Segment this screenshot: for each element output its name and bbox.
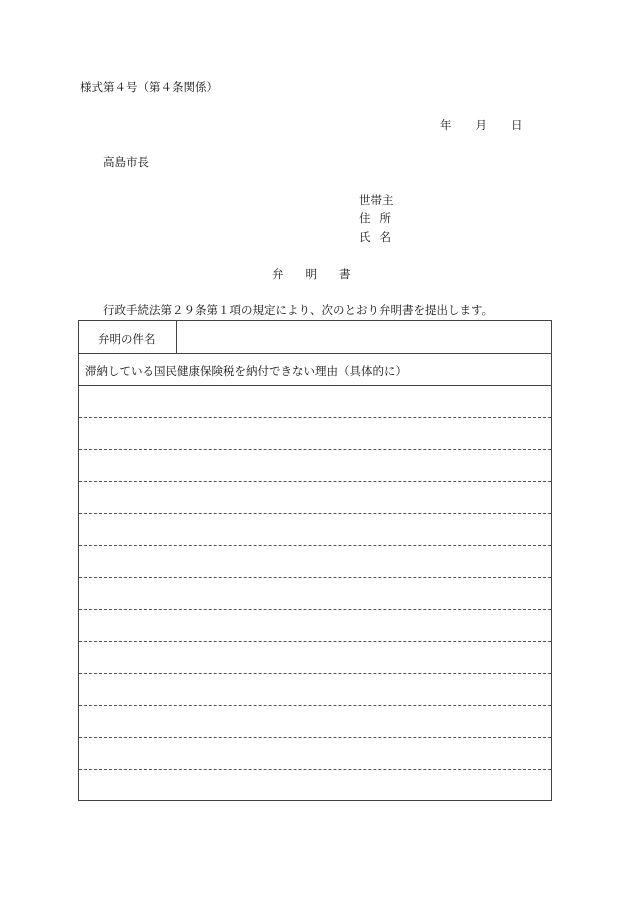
addressee: 高島市長 [103,155,149,169]
ruled-line [79,513,551,514]
reason-header: 滞納している国民健康保険税を納付できない理由（具体的に） [85,364,407,378]
subject-value-field[interactable] [177,321,551,353]
ruled-line [79,417,551,418]
name-label: 氏名 [359,230,400,244]
ruled-line [79,737,551,738]
subject-row [79,321,551,354]
explanation-table [78,320,552,801]
form-number: 様式第４号（第４条関係） [80,80,218,94]
document-title: 弁明書 [272,267,373,281]
date-month: 月 [475,118,487,132]
intro-statement: 行政手続法第２９条第１項の規定により、次のとおり弁明書を提出します。 [103,303,494,317]
ruled-line [79,673,551,674]
address-label: 住所 [359,211,400,225]
ruled-line [79,609,551,610]
ruled-line [79,481,551,482]
ruled-line [79,769,551,770]
subject-label: 弁明の件名 [98,332,156,346]
reason-header-row [79,353,551,386]
date-year: 年 [440,118,452,132]
household-head-label: 世帯主 [359,193,394,207]
ruled-line [79,449,551,450]
date-day: 日 [511,118,523,132]
subject-label-cell [79,321,177,353]
ruled-line [79,577,551,578]
ruled-line [79,545,551,546]
date-line [440,120,523,132]
ruled-line [79,705,551,706]
ruled-line [79,641,551,642]
reason-writing-area[interactable] [79,386,551,800]
